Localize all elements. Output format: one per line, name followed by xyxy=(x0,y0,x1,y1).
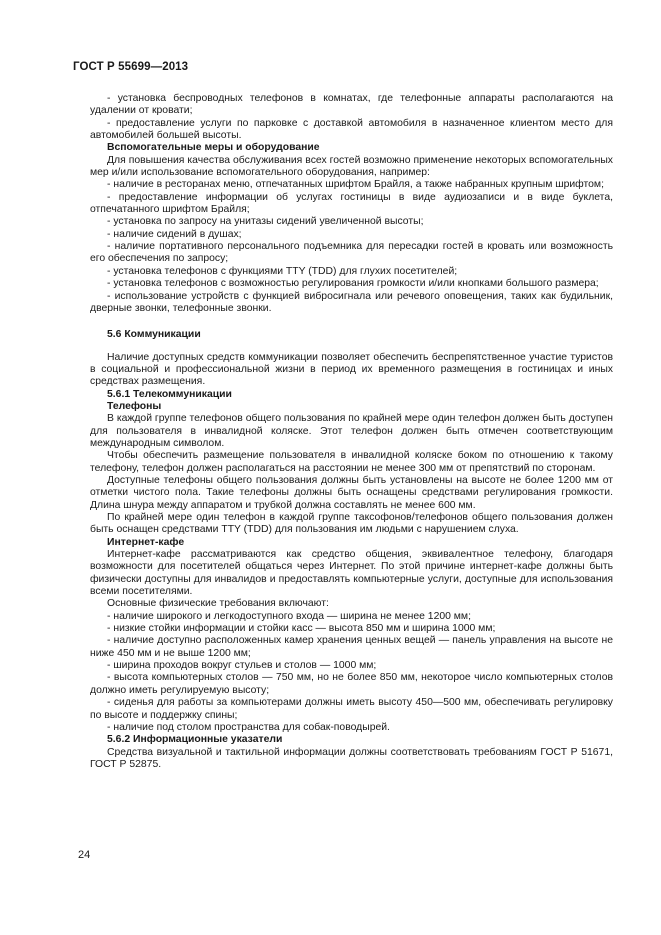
list-item: - наличие сидений в душах; xyxy=(107,228,242,240)
paragraph: Интернет-кафе рассматриваются как средство общения, эквивалентное телефону, благодаря возможности для посетителей общаться через Интернет. По этой причине интернет-кафе должны быть физически доступны для инвалидов и предоставлять компьютерные услуги, доступные для использования всеми посетителями. xyxy=(90,549,613,598)
list-item: - низкие стойки информации и стойки касс — высота 850 мм и ширина 1000 мм; xyxy=(107,623,496,635)
paragraph: Доступные телефоны общего пользования должны быть установлены на высоте не более 1200 мм от отметки чистого пола. Такие телефоны должны быть оснащены средствами регулирования громкости. Длина шнура между аппаратом и трубкой должна составлять не менее 600 мм. xyxy=(90,474,613,511)
paragraph: Для повышения качества обслуживания всех гостей возможно применение некоторых вспомогательных мер и/или использование вспомогательного оборудования, например: xyxy=(90,154,613,179)
paragraph: Основные физические требования включают: xyxy=(107,598,329,610)
subsection-heading-5-6-1: 5.6.1 Телекоммуникации xyxy=(107,388,232,400)
list-item: - сиденья для работы за компьютерами должны иметь высоту 450—500 мм, обеспечивать регулировку по высоте и поддержку спины; xyxy=(90,697,613,721)
list-item: - наличие в ресторанах меню, отпечатанных шрифтом Брайля, а также набранных крупным шрифтом; xyxy=(107,179,604,191)
list-item: - установка телефонов с функциями TTY (TDD) для глухих посетителей; xyxy=(107,265,458,277)
document-body xyxy=(90,93,613,771)
paragraph: В каждой группе телефонов общего пользования по крайней мере один телефон должен быть доступен для пользователя в инвалидной коляске. Этот телефон должен быть отмечен соответствующим международным символом. xyxy=(90,413,613,449)
paragraph: Чтобы обеспечить размещение пользователя в инвалидной коляске боком по отношению к такому телефону, телефон должен располагаться на расстоянии не менее 300 мм от препятствий по сторонам. xyxy=(90,450,613,474)
list-item: - наличие доступно расположенных камер хранения ценных вещей — панель управления на высоте не ниже 450 мм и не выше 1200 мм; xyxy=(90,635,613,659)
list-item: - предоставление информации об услугах гостиницы в виде аудиозаписи и в виде буклета, отпечатанного шрифтом Брайля; xyxy=(90,191,613,216)
list-item: - установка по запросу на унитазы сидений увеличенной высоты; xyxy=(107,216,424,228)
list-item: - предоставление услуги по парковке с доставкой автомобиля в назначенное клиентом место для автомобилей большей высоты. xyxy=(90,117,613,142)
section-heading-5-6: 5.6 Коммуникации xyxy=(107,329,201,341)
list-item: - наличие под столом пространства для собак-поводырей. xyxy=(107,721,390,733)
list-item: - установка телефонов с возможностью регулирования громкости и/или кнопками большого размера; xyxy=(107,278,599,290)
subheading: Интернет-кафе xyxy=(107,536,185,548)
document-code-header: ГОСТ Р 55699—2013 xyxy=(73,61,189,73)
paragraph: По крайней мере один телефон в каждой группе таксофонов/телефонов общего пользования должен быть оснащен средствами TTY (TDD) для пользования им людьми с нарушением слуха. xyxy=(90,512,613,536)
list-item: - высота компьютерных столов — 750 мм, но не более 850 мм, некоторое число компьютерных столов должно иметь регулируемую высоту; xyxy=(90,672,613,696)
list-item: - наличие широкого и легкодоступного входа — ширина не менее 1200 мм; xyxy=(107,610,471,622)
subheading: Телефоны xyxy=(107,400,162,412)
subheading: Вспомогательные меры и оборудование xyxy=(107,142,320,154)
list-item: - наличие портативного персонального подъемника для пересадки гостей в кровать или возможность его обеспечения по запросу; xyxy=(90,241,613,265)
subsection-heading-5-6-2: 5.6.2 Информационные указатели xyxy=(107,734,283,746)
list-item: - установка беспроводных телефонов в комнатах, где телефонные аппараты располагаются на удалении от кровати; xyxy=(90,93,613,117)
paragraph: Наличие доступных средств коммуникации позволяет обеспечить беспрепятственное участие туристов в социальной и профессиональной жизни в период их временного размещения в гостиницах и иных средствах размещения. xyxy=(90,351,613,388)
list-item: - ширина проходов вокруг стульев и столов — 1000 мм; xyxy=(107,660,377,672)
page-number: 24 xyxy=(78,849,91,861)
paragraph: Средства визуальной и тактильной информации должны соответствовать требованиям ГОСТ Р 51671, ГОСТ Р 52875. xyxy=(90,746,613,770)
list-item: - использование устройств с функцией вибросигнала или речевого оповещения, таких как будильник, дверные звонки, телефонные звонки. xyxy=(90,290,613,314)
